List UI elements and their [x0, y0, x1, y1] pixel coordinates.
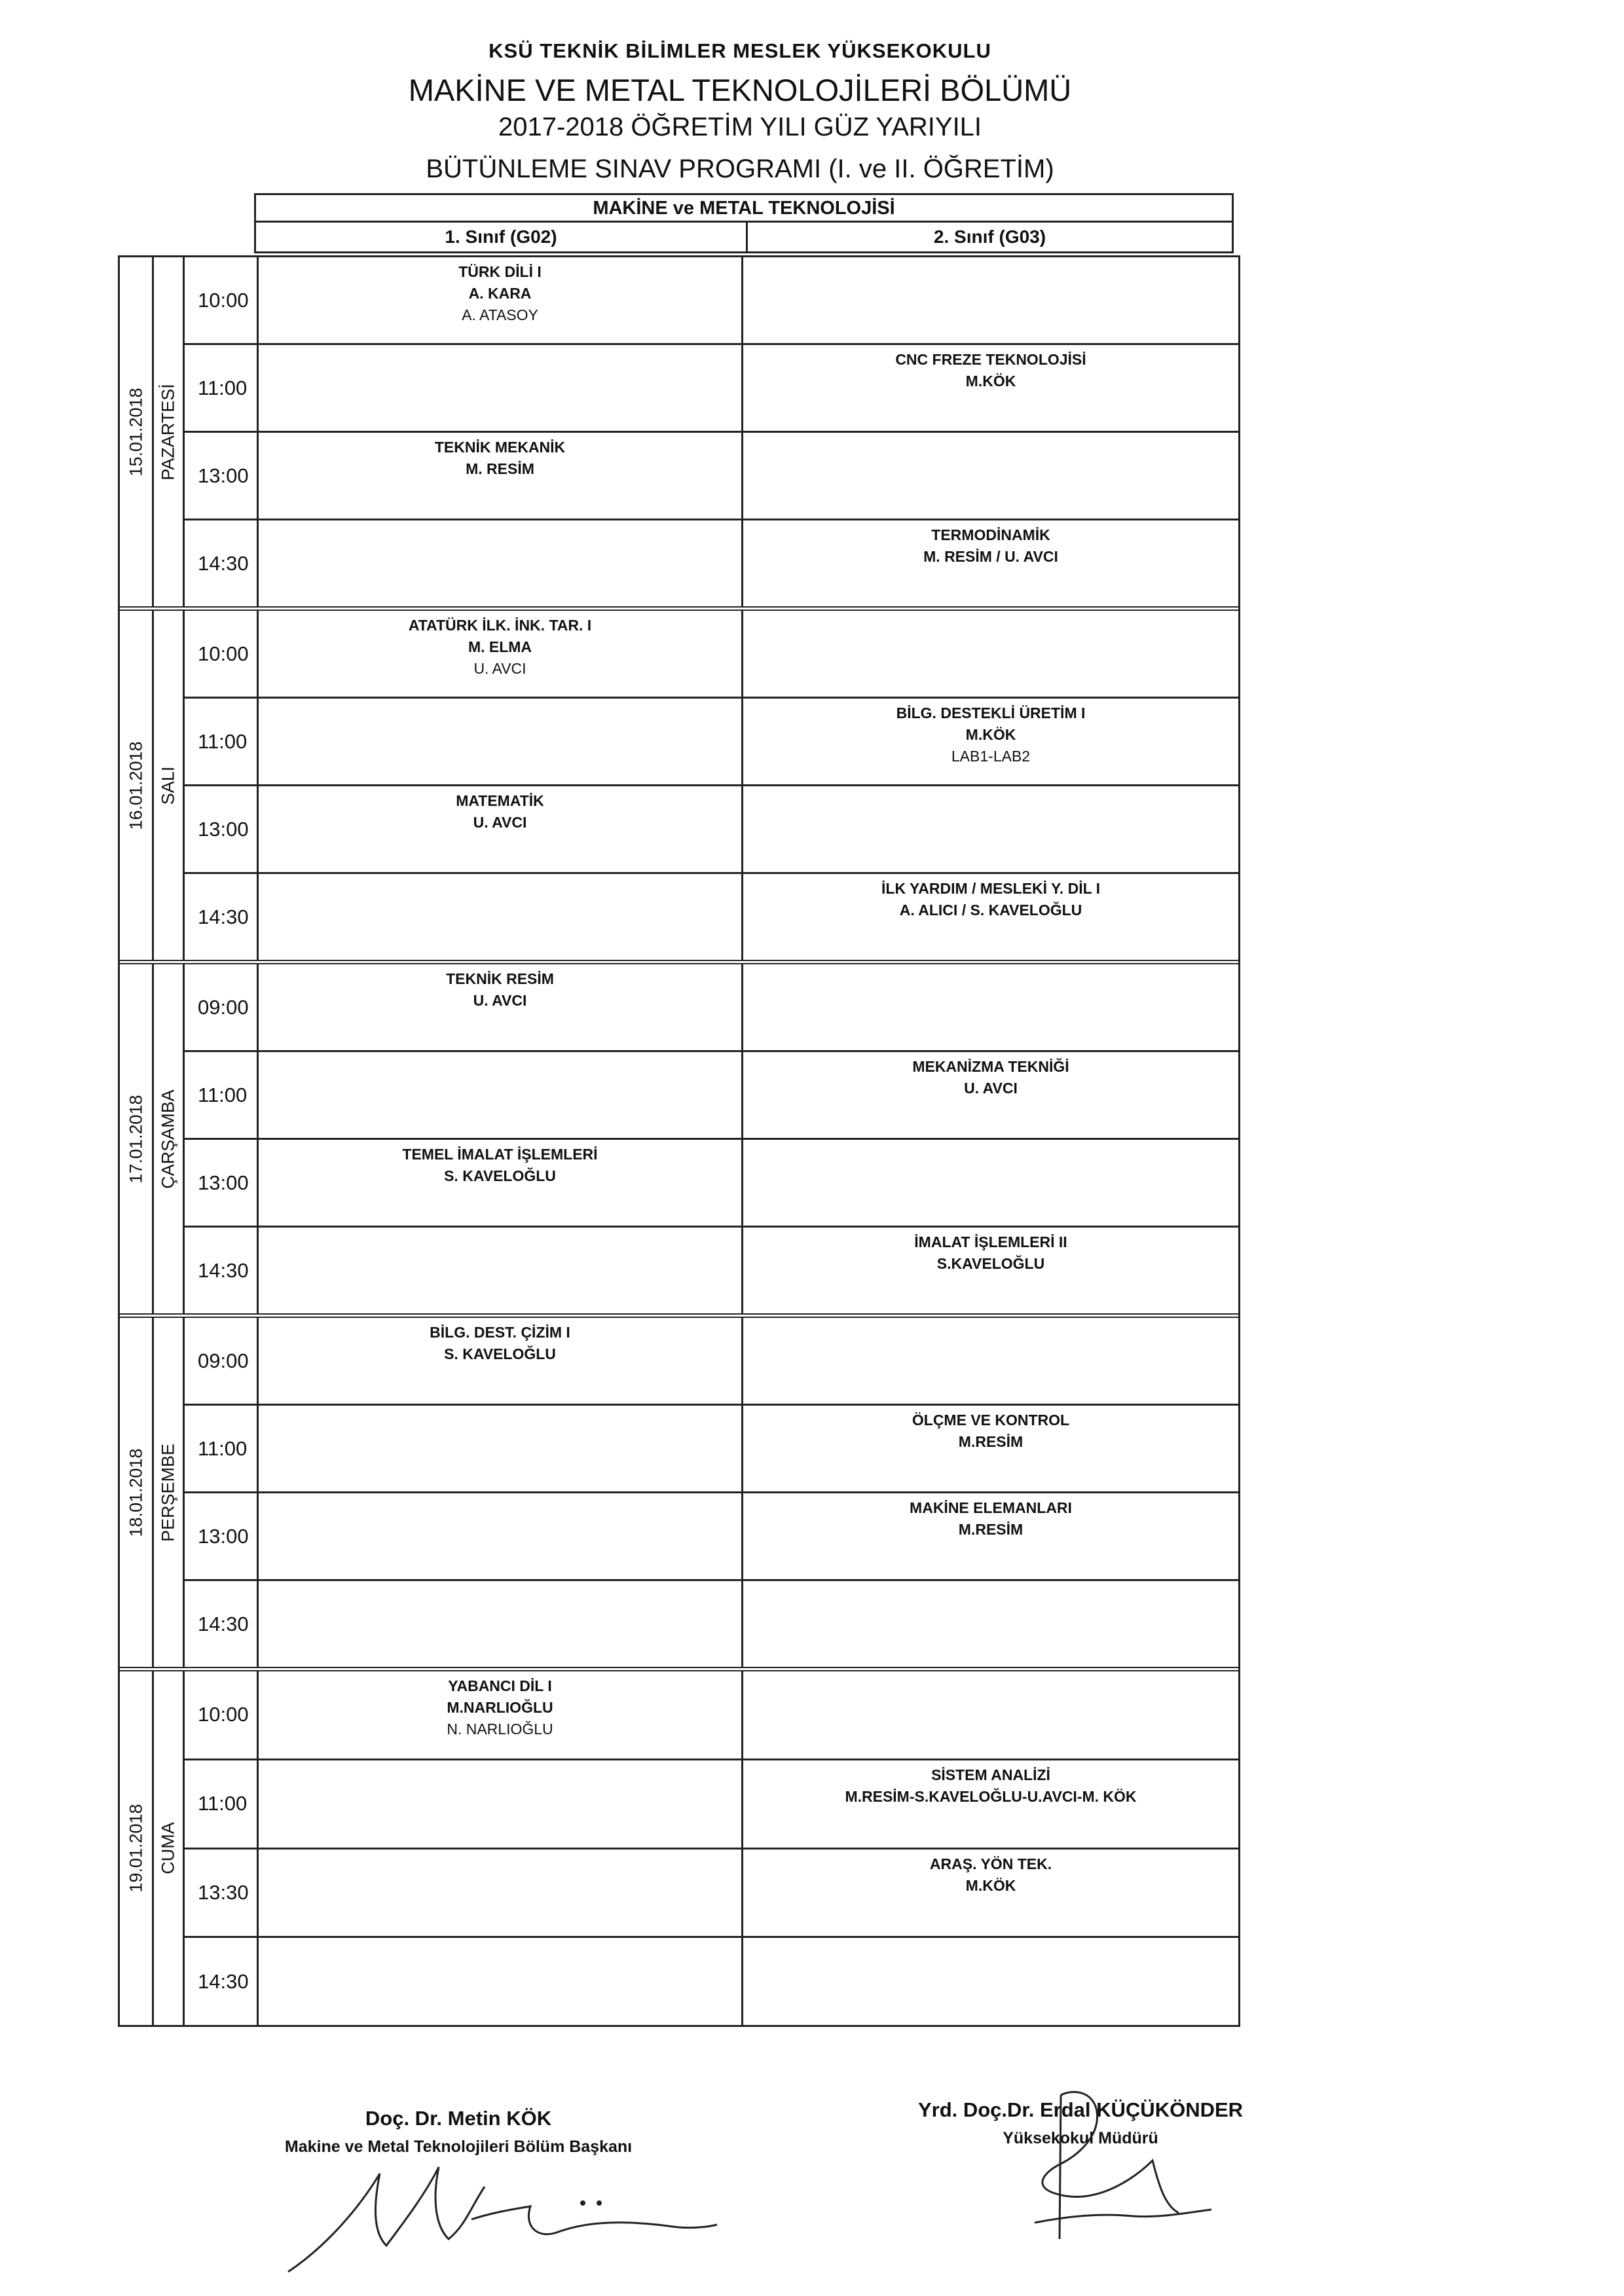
day-block	[120, 257, 1238, 611]
class-1-exam-cell	[259, 1581, 743, 1667]
instructor-name: M.KÖK	[965, 373, 1016, 390]
instructor-name: M.RESİM-S.KAVELOĞLU-U.AVCI-M. KÖK	[845, 1787, 1137, 1805]
time-slots	[185, 1318, 1238, 1667]
class-2-exam-cell	[743, 520, 1238, 606]
course-name: ARAŞ. YÖN TEK.	[929, 1855, 1052, 1872]
slot-time: 10:00	[185, 1671, 259, 1758]
course-name: İLK YARDIM / MESLEKİ Y. DİL I	[881, 880, 1100, 897]
course-name: SİSTEM ANALİZİ	[931, 1766, 1050, 1783]
class-header-row	[254, 221, 1234, 253]
instructor-name: S. KAVELOĞLU	[444, 1345, 556, 1362]
time-slots	[185, 257, 1238, 606]
weekday-cell	[154, 1671, 185, 2025]
class-2-exam-cell	[743, 1140, 1238, 1226]
time-slot-row	[185, 786, 1238, 874]
slot-time: 13:00	[185, 433, 259, 519]
director-signature-block	[851, 2095, 1310, 2151]
exam-date: 17.01.2018	[126, 1094, 145, 1184]
time-slot-row	[185, 520, 1238, 606]
course-name: BİLG. DEST. ÇİZİM I	[430, 1324, 570, 1341]
slot-time: 14:30	[185, 520, 259, 606]
class-2-exam-cell	[743, 1406, 1238, 1491]
course-name: CNC FREZE TEKNOLOJİSİ	[895, 351, 1086, 368]
exam-note: N. NARLIOĞLU	[447, 1721, 553, 1738]
weekday-cell	[154, 257, 185, 606]
class-1-exam-cell	[259, 786, 743, 872]
slot-time: 09:00	[185, 1318, 259, 1404]
class-2-exam-cell	[743, 345, 1238, 431]
course-name: TEKNİK MEKANİK	[434, 439, 566, 456]
instructor-name: M.RESİM	[958, 1521, 1024, 1538]
time-slots	[185, 611, 1238, 960]
slot-time: 11:00	[185, 699, 259, 784]
day-block	[120, 1671, 1238, 2025]
course-name: BİLG. DESTEKLİ ÜRETİM I	[896, 704, 1086, 721]
class-1-exam-cell	[259, 257, 743, 343]
time-slot-row	[185, 1406, 1238, 1493]
signer-title: Yüksekokul Müdürü	[1003, 2129, 1158, 2147]
weekday-name: PERŞEMBE	[158, 1443, 178, 1542]
school-name: KSÜ TEKNİK BİLİMLER MESLEK YÜKSEKOKULU	[489, 39, 991, 62]
course-name: TEKNİK RESİM	[446, 970, 554, 987]
weekday-name: PAZARTESİ	[158, 383, 178, 481]
exam-date: 16.01.2018	[126, 740, 145, 830]
class-2-exam-cell	[743, 1581, 1238, 1667]
class-1-exam-cell	[259, 1052, 743, 1138]
day-block	[120, 964, 1238, 1318]
course-name: TÜRK DİLİ I	[458, 263, 542, 280]
exam-program-title: BÜTÜNLEME SINAV PROGRAMI (I. ve II. ÖĞRETİM)	[426, 155, 1054, 183]
department-title: MAKİNE VE METAL TEKNOLOJİLERİ BÖLÜMÜ	[408, 73, 1072, 107]
class-2-exam-cell	[743, 1318, 1238, 1404]
time-slot-row	[185, 1760, 1238, 1850]
time-slot-row	[185, 345, 1238, 433]
instructor-name: M. RESİM	[466, 460, 534, 477]
time-slot-row	[185, 1938, 1238, 2025]
course-name: TEMEL İMALAT İŞLEMLERİ	[402, 1146, 598, 1163]
slot-time: 11:00	[185, 1760, 259, 1848]
signer-title: Makine ve Metal Teknolojileri Bölüm Başkanı	[284, 2138, 633, 2156]
class-2-exam-cell	[743, 699, 1238, 784]
slot-time: 11:00	[185, 1406, 259, 1491]
course-name: MAKİNE ELEMANLARI	[910, 1499, 1072, 1516]
class-2-exam-cell	[743, 1052, 1238, 1138]
exam-date: 18.01.2018	[126, 1448, 145, 1537]
exam-note: A. ATASOY	[462, 306, 538, 323]
signer-name: Yrd. Doç.Dr. Erdal KÜÇÜKÖNDER	[917, 2098, 1244, 2121]
slot-time: 14:30	[185, 1228, 259, 1313]
exam-note: LAB1-LAB2	[951, 748, 1031, 765]
class-1-exam-cell	[259, 433, 743, 519]
slot-time: 14:30	[185, 1581, 259, 1667]
time-slot-row	[185, 257, 1238, 345]
time-slot-row	[185, 1318, 1238, 1406]
instructor-name: M.NARLIOĞLU	[447, 1699, 553, 1716]
time-slot-row	[185, 1228, 1238, 1313]
exam-date: 19.01.2018	[126, 1804, 145, 1893]
time-slots	[185, 1671, 1238, 2025]
date-cell	[120, 611, 154, 960]
class-1-exam-cell	[259, 1406, 743, 1491]
weekday-name: SALI	[158, 766, 178, 805]
instructor-name: M. RESİM / U. AVCI	[923, 548, 1058, 565]
date-cell	[120, 1671, 154, 2025]
slot-time: 13:00	[185, 1140, 259, 1226]
program-header: MAKİNE ve METAL TEKNOLOJİSİ	[254, 193, 1234, 221]
exam-schedule-table	[118, 255, 1240, 2027]
course-name: YABANCI DİL I	[448, 1677, 552, 1694]
class-1-exam-cell	[259, 1140, 743, 1226]
class-2-header: 2. Sınıf (G03)	[933, 227, 1046, 247]
signer-name: Doç. Dr. Metin KÖK	[365, 2107, 552, 2130]
slot-time: 11:00	[185, 1052, 259, 1138]
class-1-exam-cell	[259, 874, 743, 960]
class-1-exam-cell	[259, 611, 743, 697]
course-name: MEKANİZMA TEKNİĞİ	[912, 1058, 1069, 1075]
slot-time: 14:30	[185, 1938, 259, 2025]
weekday-name: CUMA	[158, 1822, 178, 1874]
course-name: TERMODİNAMİK	[931, 526, 1050, 543]
instructor-name: U. AVCI	[964, 1080, 1018, 1097]
academic-term: 2017-2018 ÖĞRETİM YILI GÜZ YARIYILI	[498, 113, 982, 141]
exam-note: U. AVCI	[473, 660, 526, 677]
class-1-exam-cell	[259, 1318, 743, 1404]
weekday-name: ÇARŞAMBA	[158, 1089, 178, 1189]
class-2-exam-cell	[743, 1938, 1238, 2025]
class-1-exam-cell	[259, 520, 743, 606]
instructor-name: A. KARA	[468, 285, 532, 302]
class-2-exam-cell	[743, 257, 1238, 343]
instructor-name: M. ELMA	[468, 638, 532, 655]
slot-time: 10:00	[185, 257, 259, 343]
time-slot-row	[185, 699, 1238, 786]
class-2-exam-cell	[743, 433, 1238, 519]
time-slot-row	[185, 964, 1238, 1052]
course-name: ÖLÇME VE KONTROL	[912, 1412, 1070, 1429]
weekday-cell	[154, 964, 185, 1313]
day-block	[120, 611, 1238, 964]
time-slot-row	[185, 611, 1238, 699]
date-cell	[120, 1318, 154, 1667]
slot-time: 09:00	[185, 964, 259, 1050]
time-slot-row	[185, 1671, 1238, 1760]
class-2-exam-cell	[743, 964, 1238, 1050]
class-1-header: 1. Sınıf (G02)	[256, 223, 748, 251]
class-1-exam-cell	[259, 1760, 743, 1848]
day-block	[120, 1318, 1238, 1671]
class-2-exam-cell	[743, 1228, 1238, 1313]
exam-date: 15.01.2018	[126, 387, 145, 477]
time-slot-row	[185, 874, 1238, 960]
class-2-exam-cell	[743, 874, 1238, 960]
course-name: İMALAT İŞLEMLERİ II	[914, 1233, 1067, 1250]
class-1-exam-cell	[259, 1671, 743, 1758]
slot-time: 13:30	[185, 1850, 259, 1937]
time-slot-row	[185, 1493, 1238, 1581]
instructor-name: M.RESİM	[958, 1433, 1024, 1450]
slot-time: 13:00	[185, 1493, 259, 1579]
class-1-exam-cell	[259, 699, 743, 784]
date-cell	[120, 257, 154, 606]
class-1-exam-cell	[259, 1228, 743, 1313]
slot-time: 11:00	[185, 345, 259, 431]
instructor-name: U. AVCI	[473, 814, 527, 831]
class-2-exam-cell	[743, 1760, 1238, 1848]
slot-time: 13:00	[185, 786, 259, 872]
slot-time: 10:00	[185, 611, 259, 697]
class-1-exam-cell	[259, 345, 743, 431]
instructor-name: M.KÖK	[965, 1876, 1016, 1894]
slot-time: 14:30	[185, 874, 259, 960]
time-slots	[185, 964, 1238, 1313]
date-cell	[120, 964, 154, 1313]
weekday-cell	[154, 611, 185, 960]
instructor-name: U. AVCI	[473, 992, 527, 1009]
time-slot-row	[185, 433, 1238, 520]
department-head-signature-block	[196, 2104, 720, 2160]
class-1-exam-cell	[259, 1938, 743, 2025]
class-1-exam-cell	[259, 964, 743, 1050]
class-2-exam-cell	[743, 1850, 1238, 1937]
instructor-name: S. KAVELOĞLU	[444, 1167, 556, 1184]
instructor-name: M.KÖK	[965, 726, 1016, 743]
instructor-name: A. ALICI / S. KAVELOĞLU	[899, 902, 1082, 919]
time-slot-row	[185, 1140, 1238, 1228]
handwritten-signature-left	[275, 2147, 720, 2278]
course-name: ATATÜRK İLK. İNK. TAR. I	[408, 617, 592, 634]
class-2-exam-cell	[743, 786, 1238, 872]
time-slot-row	[185, 1052, 1238, 1140]
class-2-exam-cell	[743, 1671, 1238, 1758]
weekday-cell	[154, 1318, 185, 1667]
class-1-exam-cell	[259, 1493, 743, 1579]
course-name: MATEMATİK	[456, 792, 544, 809]
time-slot-row	[185, 1850, 1238, 1939]
time-slot-row	[185, 1581, 1238, 1667]
class-2-exam-cell	[743, 1493, 1238, 1579]
instructor-name: S.KAVELOĞLU	[936, 1255, 1045, 1272]
class-2-exam-cell	[743, 611, 1238, 697]
class-1-exam-cell	[259, 1850, 743, 1937]
